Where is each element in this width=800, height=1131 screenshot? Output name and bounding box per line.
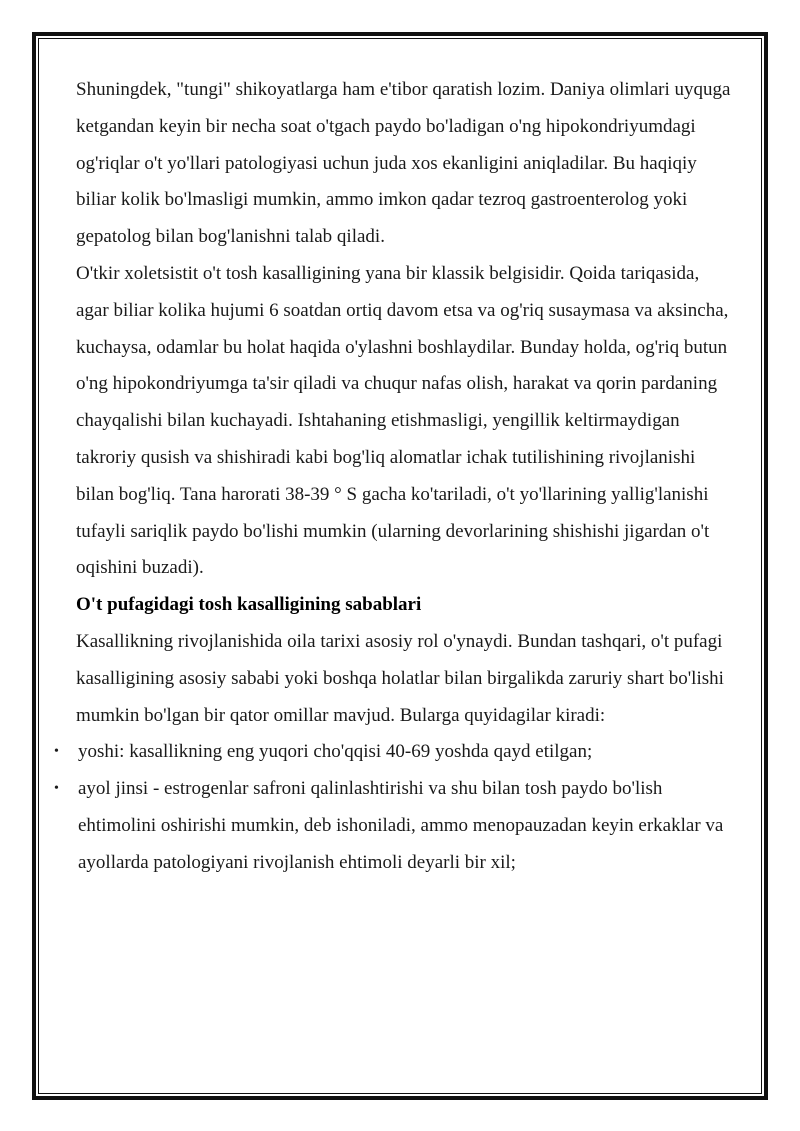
paragraph-acute-cholecystitis: O'tkir xoletsistit o't tosh kasalligining yana bir klassik belgisidir. Qoida tariqasida, agar biliar kolika hujumi 6 soatdan ortiq davom etsa va og'riq susaymasa va aksincha, kuchaysa, odamlar bu holat haqida o'ylashni boshlaydilar. Bunday holda, og'riq butun o'ng hipokondriyumga ta'sir qiladi va chuqur nafas olish, harakat va qorin pardaning chayqalishi bilan kuchayadi. Ishtahaning etishmasligi, yengillik keltirmaydigan takroriy qusish va shishiradi kabi bog'liq alomatlar ichak tutilishining rivojlanishi bilan bog'liq. Tana harorati 38-39 ° S gacha ko'tariladi, o't yo'llarining yallig'lanishi tufayli sariqlik paydo bo'lishi mumkin (ularning devorlarining shishishi jigardan o't oqishini buzadi). (76, 262, 729, 579)
bullet-icon: • (54, 744, 59, 760)
bullet-icon: • (54, 781, 59, 797)
paragraph-night-complaints: Shuningdek, "tungi" shikoyatlarga ham e'tibor qaratish lozim. Daniya olimlari uyquga ketgandan keyin bir necha soat o'tgach paydo bo'ladigan o'ng hipokondriyumdagi og'riqlar o't yo'llari patologiyasi uchun juda xos ekanligini aniqladilar. Bu haqiqiy biliar kolik bo'lmasligi mumkin, ammo imkon qadar tezroq gastroenterolog yoki gepatolog bilan bog'lanishni talab qiladi. (76, 79, 731, 248)
paragraph-causes-intro: Kasallikning rivojlanishida oila tarixi asosiy rol o'ynaydi. Bundan tashqari, o't pufagi kasalligining asosiy sababi yoki boshqa holatlar bilan birgalikda zaruriy shart bo'lishi mumkin bo'lgan bir qator omillar mavjud. Bularga quyidagilar kiradi: (76, 630, 724, 726)
list-item (54, 734, 736, 771)
list-item-text: yoshi: kasallikning eng yuqori cho'qqisi 40-69 yoshda qayd etilgan; (78, 741, 593, 763)
section-heading-causes: O't pufagidagi tosh kasalligining sabablari (76, 594, 422, 616)
document-body (54, 72, 736, 882)
risk-factor-list (54, 734, 736, 881)
list-item-text: ayol jinsi - estrogenlar safroni qalinlashtirishi va shu bilan tosh paydo bo'lish ehtimolini oshirishi mumkin, deb ishoniladi, ammo menopauzadan keyin erkaklar va ayollarda patologiyani rivojlanish ehtimoli deyarli bir xil; (78, 778, 724, 873)
list-item (54, 771, 736, 881)
